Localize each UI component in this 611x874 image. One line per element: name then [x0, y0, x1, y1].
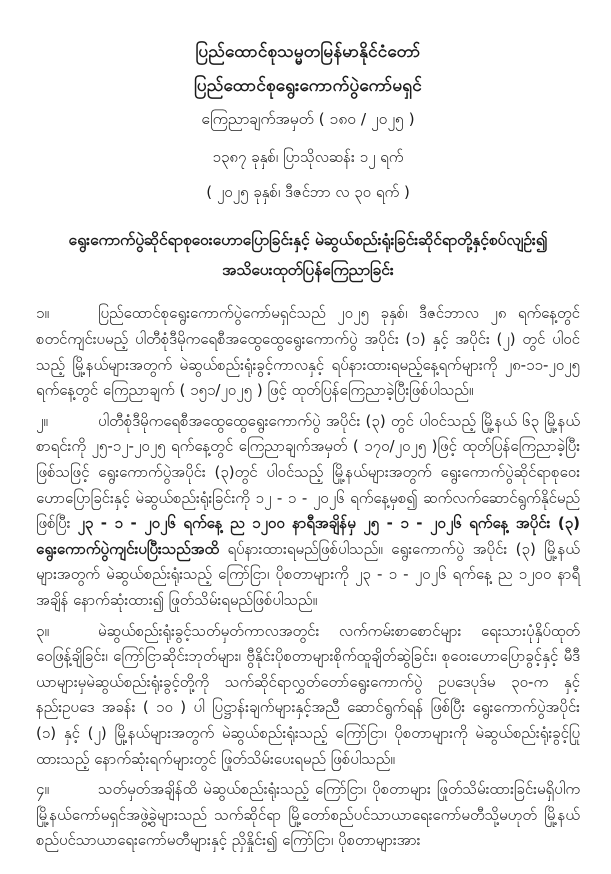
document-body [36, 301, 580, 853]
paragraph-4-text: သတ်မှတ်အချိန်ထိ မဲဆွယ်စည်းရုံးသည့် ကြော်ငြာ၊ ပိုစတာများ ဖြုတ်သိမ်းထားခြင်းမရှိပါက မြို့နယ်ကော်မရှင်အဖွဲ့ခွဲများသည် သက်ဆိုင်ရာ မြို့တော်စည်ပင်သာယာရေးကော်မတီသို့မဟုတ် မြို့နယ်စည်ပင်သာယာရေးကော်မတီများနှင့် ညှိနှိုင်း၍ ကြော်ငြာ၊ ပိုစတာများအား [36, 780, 580, 850]
paragraph-1-number: ၁။ [36, 304, 49, 323]
paragraph-3 [36, 619, 580, 773]
paragraph-2 [36, 409, 580, 614]
subject-line-1: ရွေးကောက်ပွဲဆိုင်ရာစုဝေးဟောပြောခြင်းနှင့် မဲဆွယ်စည်းရုံးခြင်းဆိုင်ရာတို့နှင့်စပ်လျဉ်း၍ [68, 231, 548, 249]
commission-title: ပြည်ထောင်စုရွေးကောက်ပွဲကော်မရှင် [194, 76, 422, 96]
subject-heading [36, 225, 580, 285]
document-header [36, 44, 580, 205]
paragraph-2-text-after: ရပ်နားထားရမည်ဖြစ်ပါသည်။ ရွေးကောက်ပွဲ အပိုင်း (၃) မြို့နယ်များအတွက် မဲဆွယ်စည်းရုံးသည့် ကြော်ငြာ၊ ပိုစတာများကို ၂၃ - ၁ - ၂၀၂၆ ရက်နေ့ ည ၁၂၀၀ နာရီအချိန် နောက်ဆုံးထား၍ ဖြုတ်သိမ်းရမည်ဖြစ်ပါသည်။ [36, 539, 580, 609]
paragraph-1 [36, 301, 580, 403]
announcement-number: ကြေညာချက်အမှတ် ( ၁၈၀ / ၂၀၂၅ ) [201, 110, 415, 128]
paragraph-2-number: ၂။ [36, 411, 48, 430]
paragraph-1-text: ပြည်ထောင်စုရွေးကောက်ပွဲကော်မရှင်သည် ၂၀၂၅ ခုနှစ်၊ ဒီဇင်ဘာလ ၂၈ ရက်နေ့တွင် စတင်ကျင်းပမည့် ပါတီစုံဒီမိုကရေစီအထွေထွေရွေးကောက်ပွဲ အပိုင်း (၁) နှင့် အပိုင်း (၂) တွင် ပါဝင်သည့် မြို့နယ်များအတွက် မဲဆွယ်စည်းရုံးခွင့်ကာလနှင့် ရပ်နားထားရမည့်နေ့ရက်များကို ၂၈-၁၁-၂၀၂၅ ရက်နေ့တွင် ကြေညာချက် ( ၁၅၁/၂၀၂၅ ) ဖြင့် ထုတ်ပြန်ကြေညာခဲ့ပြီးဖြစ်ပါသည်။ [36, 304, 580, 400]
subject-line-2: အသိပေးထုတ်ပြန်ကြေညာခြင်း [222, 261, 394, 280]
paragraph-4 [36, 777, 580, 854]
date-myanmar-calendar: ၁၃၈၇ ခုနှစ်၊ ပြာသိုလဆန်း ၁၂ ရက် [212, 148, 404, 166]
paragraph-3-number: ၃။ [36, 621, 49, 640]
paragraph-4-number: ၄။ [36, 780, 49, 799]
paragraph-2-text: ပါတီစုံဒီမိုကရေစီအထွေထွေရွေးကောက်ပွဲ အပိုင်း (၃) တွင် ပါဝင်သည့် မြို့နယ် ၆၃ မြို့နယ်စာရင်းကို ၂၅-၁၂-၂၀၂၅ ရက်နေ့တွင် ကြေညာချက်အမှတ် ( ၁၇၀/၂၀၂၅ )ဖြင့် ထုတ်ပြန်ကြေညာခဲ့ပြီးဖြစ်သဖြင့် ရွေးကောက်ပွဲအပိုင်း (၃)တွင် ပါဝင်သည့် မြို့နယ်များအတွက် ရွေးကောက်ပွဲဆိုင်ရာစုဝေးဟောပြောခြင်းနှင့် မဲဆွယ်စည်းရုံးခြင်းကို ၁၂ - ၁ - ၂၀၂၆ ရက်နေ့မှစ၍ ဆက်လက်ဆောင်ရွက်နိုင်မည်ဖြစ်ပြီး [36, 411, 580, 533]
country-title: ပြည်ထောင်စုသမ္မတမြန်မာနိုင်ငံတော် [195, 42, 421, 62]
paragraph-2-bold-text: ၂၃ - ၁ - ၂၀၂၆ ရက်နေ့ ည ၁၂၀၀ နာရီအချိန်မှ ၂၅ - ၁ - ၂၀၂၆ ရက်နေ့ အပိုင်း (၃) ရွေးကောက်ပွဲကျင်းပပြီးသည်အထိ [36, 514, 580, 558]
paragraph-3-text: မဲဆွယ်စည်းရုံးခွင့်သတ်မှတ်ကာလအတွင်း လက်ကမ်းစာစောင်များ ရေးသားပုံနှိပ်ထုတ်ဝေဖြန့်ချိခြင်း၊ ကြော်ငြာဆိုင်းဘုတ်များ၊ ဗွီနိုင်းပိုစတာများစိုက်ထူချိတ်ဆွဲခြင်း၊ စုဝေးဟောပြောခွင့်နှင့် မီဒီယာများမှမဲဆွယ်စည်းရုံးခွင့်တို့ကို သက်ဆိုင်ရာလွှတ်တော်ရွေးကောက်ပွဲ ဥပဒေပုဒ်မ ၃၀-က နှင့် နည်းဥပဒေ အခန်း ( ၁၀ ) ပါ ပြဋ္ဌာန်းချက်များနှင့်အညီ ဆောင်ရွက်ရန် ဖြစ်ပြီး ရွေးကောက်ပွဲအပိုင်း (၁) နှင့် (၂) မြို့နယ်များအတွက် မဲဆွယ်စည်းရုံးသည့် ကြော်ငြာ၊ ပိုစတာများကို မဲဆွယ်စည်းရုံးခွင့်ပြုထားသည့် နောက်ဆုံးရက်များတွင် ဖြုတ်သိမ်းပေးရမည် ဖြစ်ပါသည်။ [36, 621, 580, 768]
date-gregorian: ( ၂၀၂၅ ခုနှစ်၊ ဒီဇင်ဘာ လ ၃၀ ရက် ) [206, 183, 410, 201]
